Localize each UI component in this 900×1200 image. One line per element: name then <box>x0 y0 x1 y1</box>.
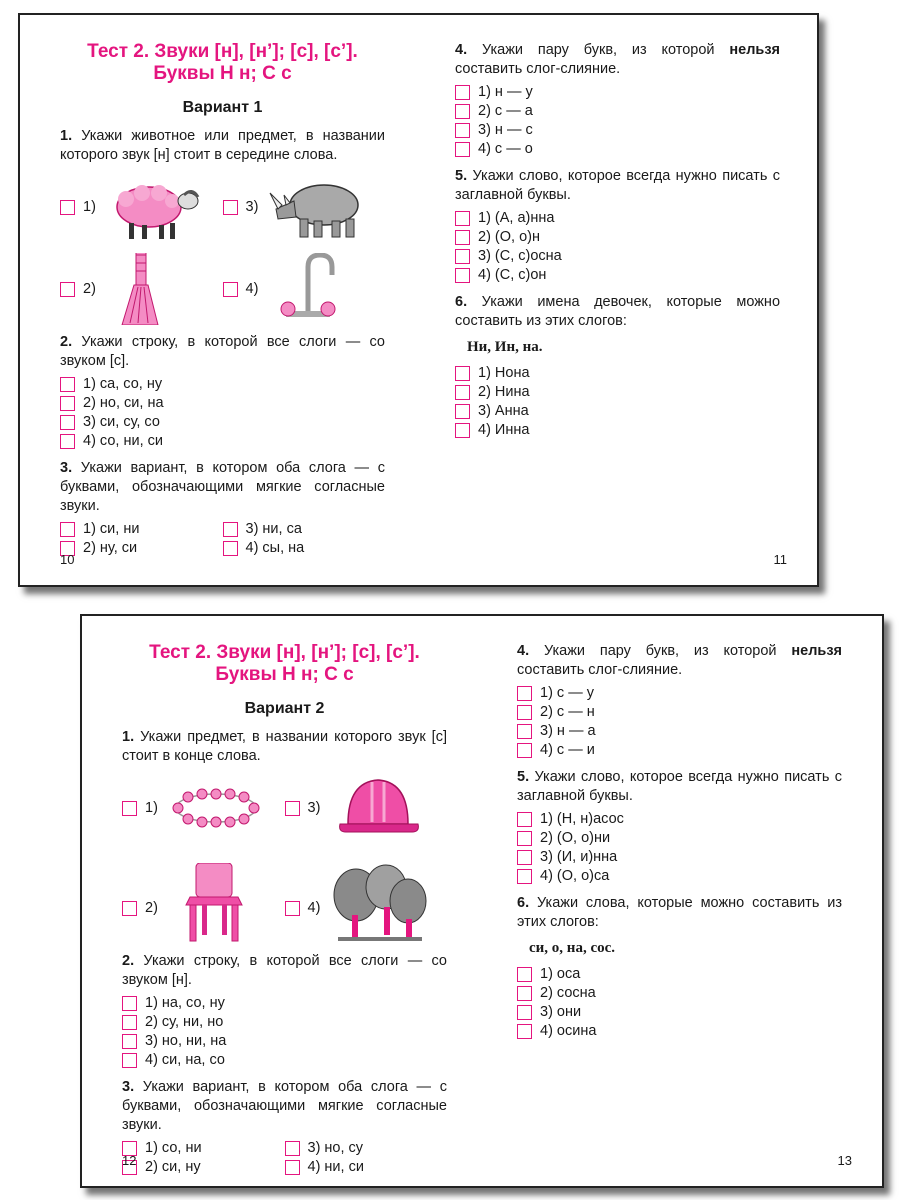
option-text: 1) оса <box>540 966 581 982</box>
book-spread-1 <box>18 13 819 587</box>
option-text: 4) ни, си <box>307 1159 364 1175</box>
option-text: 2) су, ни, но <box>145 1014 224 1030</box>
answer-checkbox[interactable] <box>517 686 532 701</box>
question-3 <box>60 459 385 516</box>
answer-checkbox[interactable] <box>517 831 532 846</box>
answer-checkbox[interactable] <box>517 743 532 758</box>
question-5 <box>455 167 780 205</box>
beads-icon <box>166 772 266 844</box>
option-label: 4) <box>307 900 321 916</box>
page-12 <box>122 642 447 1177</box>
answer-checkbox[interactable] <box>455 123 470 138</box>
question-6 <box>455 293 780 331</box>
answer-checkbox[interactable] <box>122 901 137 916</box>
question-number: 1. <box>122 729 135 745</box>
option-text: 3) си, су, со <box>83 414 160 430</box>
answer-checkbox[interactable] <box>517 967 532 982</box>
option-label: 2) <box>145 900 158 916</box>
question-number: 4. <box>517 643 530 659</box>
option-text: 2) сосна <box>540 985 596 1001</box>
option-text: 3) но, ни, на <box>145 1033 227 1049</box>
question-text: Укажи пару букв, из которой <box>481 42 730 58</box>
option-text: 3) Анна <box>478 403 529 419</box>
option-text: 4) Инна <box>478 422 530 438</box>
answer-checkbox[interactable] <box>455 85 470 100</box>
question-6 <box>517 894 842 932</box>
option-label: 3) <box>245 199 259 215</box>
title-line-1: Тест 2. Звуки [н], [н’]; [с], [с’]. <box>149 642 420 663</box>
option-label: 2) <box>83 281 96 297</box>
answer-checkbox[interactable] <box>455 404 470 419</box>
question-text: Укажи животное или предмет, в названии которого звук [н] стоит в середине слова. <box>60 128 386 163</box>
emphasis-text: нельзя <box>729 42 780 58</box>
option-text: 1) с — у <box>540 685 594 701</box>
answer-checkbox[interactable] <box>223 541 238 556</box>
question-number: 3. <box>122 1079 135 1095</box>
forest-icon <box>328 863 428 943</box>
broom-icon <box>104 253 204 325</box>
answer-checkbox[interactable] <box>285 1160 300 1175</box>
page-number: 13 <box>837 1153 852 1168</box>
question-2 <box>60 333 385 371</box>
answer-checkbox[interactable] <box>122 996 137 1011</box>
answer-checkbox[interactable] <box>285 801 300 816</box>
option-text: 4) осина <box>540 1023 597 1039</box>
question-text: Укажи имена девочек, которые можно составить из этих слогов: <box>455 294 781 329</box>
answer-checkbox[interactable] <box>223 200 238 215</box>
answer-checkbox[interactable] <box>517 986 532 1001</box>
answer-checkbox[interactable] <box>455 104 470 119</box>
answer-checkbox[interactable] <box>60 377 75 392</box>
option-text: 1) со, ни <box>145 1140 202 1156</box>
answer-checkbox[interactable] <box>223 522 238 537</box>
option-text: 4) (С, с)он <box>478 267 547 283</box>
answer-checkbox[interactable] <box>455 230 470 245</box>
title-line-2: Буквы Н н; С с <box>153 63 292 84</box>
answer-checkbox[interactable] <box>517 850 532 865</box>
answer-checkbox[interactable] <box>455 268 470 283</box>
question-4 <box>455 41 780 79</box>
question-3 <box>122 1078 447 1135</box>
question-number: 6. <box>517 895 530 911</box>
option-text: 1) (А, а)нна <box>478 210 555 226</box>
answer-checkbox[interactable] <box>517 724 532 739</box>
option-text: 3) (И, и)нна <box>540 849 618 865</box>
option-label: 4) <box>245 281 259 297</box>
answer-checkbox[interactable] <box>60 396 75 411</box>
answer-checkbox[interactable] <box>122 1015 137 1030</box>
page-number: 12 <box>122 1153 137 1168</box>
test-title <box>122 642 447 686</box>
question-number: 1. <box>60 128 73 144</box>
answer-checkbox[interactable] <box>517 705 532 720</box>
page-10 <box>60 41 385 558</box>
emphasis-text: нельзя <box>791 643 842 659</box>
title-line-1: Тест 2. Звуки [н], [н’]; [с], [с’]. <box>87 41 358 62</box>
option-text: 2) с — а <box>478 103 533 119</box>
answer-checkbox[interactable] <box>517 1005 532 1020</box>
option-text: 4) с — и <box>540 742 595 758</box>
answer-checkbox[interactable] <box>60 522 75 537</box>
option-text: 4) си, на, со <box>145 1052 225 1068</box>
title-line-2: Буквы Н н; С с <box>215 664 354 685</box>
question-1 <box>122 728 447 766</box>
answer-checkbox[interactable] <box>455 385 470 400</box>
question-text: Укажи вариант, в котором оба слога — с буквами, обозначающими мягкие согласные звуки. <box>60 460 385 514</box>
answer-checkbox[interactable] <box>122 801 137 816</box>
option-text: 4) с — о <box>478 141 533 157</box>
page-13 <box>517 642 842 1041</box>
question-number: 6. <box>455 294 468 310</box>
answer-checkbox[interactable] <box>60 434 75 449</box>
answer-checkbox[interactable] <box>517 812 532 827</box>
question-text: Укажи слово, которое всегда нужно писать с заглавной буквы. <box>455 168 781 203</box>
question-number: 4. <box>455 42 468 58</box>
question-text: Укажи вариант, в котором оба слога — с буквами, обозначающими мягкие согласные звуки. <box>122 1079 447 1133</box>
question-text: составить слог-слияние. <box>455 61 621 77</box>
option-label: 1) <box>83 199 96 215</box>
answer-checkbox[interactable] <box>60 415 75 430</box>
answer-checkbox[interactable] <box>517 1024 532 1039</box>
option-text: 1) са, со, ну <box>83 376 163 392</box>
option-text: 3) (С, с)осна <box>478 248 562 264</box>
option-label: 1) <box>145 800 158 816</box>
option-text: 2) ну, си <box>83 540 138 556</box>
answer-checkbox[interactable] <box>223 282 238 297</box>
option-text: 2) си, ну <box>145 1159 201 1175</box>
option-text: 4) со, ни, си <box>83 433 163 449</box>
answer-checkbox[interactable] <box>122 1034 137 1049</box>
answer-checkbox[interactable] <box>285 1141 300 1156</box>
book-spread-2 <box>80 614 884 1188</box>
option-text: 3) н — а <box>540 723 596 739</box>
question-number: 2. <box>122 953 135 969</box>
option-text: 2) но, си, на <box>83 395 164 411</box>
helmet-icon <box>328 772 428 844</box>
question-1 <box>60 127 385 165</box>
question-number: 2. <box>60 334 73 350</box>
page-number: 11 <box>773 552 787 567</box>
option-text: 1) Нона <box>478 365 530 381</box>
question-text: Укажи слово, которое всегда нужно писать с заглавной буквы. <box>517 769 843 804</box>
variant-heading: Вариант 2 <box>244 700 325 717</box>
page-11 <box>455 41 780 440</box>
option-text: 3) но, су <box>307 1140 364 1156</box>
question-4 <box>517 642 842 680</box>
option-text: 1) (Н, н)асос <box>540 811 624 827</box>
syllables: си, о, на, сос. <box>529 940 616 956</box>
answer-checkbox[interactable] <box>285 901 300 916</box>
option-text: 1) си, ни <box>83 521 140 537</box>
question-text: Укажи пару букв, из которой <box>543 643 792 659</box>
option-text: 3) н — с <box>478 122 533 138</box>
answer-checkbox[interactable] <box>455 423 470 438</box>
option-text: 3) они <box>540 1004 582 1020</box>
option-text: 1) на, со, ну <box>145 995 225 1011</box>
option-text: 2) Нина <box>478 384 530 400</box>
answer-checkbox[interactable] <box>455 211 470 226</box>
answer-checkbox[interactable] <box>60 282 75 297</box>
option-text: 2) (О, о)н <box>478 229 540 245</box>
question-text: Укажи предмет, в названии которого звук [с] стоит в конце слова. <box>122 729 447 764</box>
question-text: Укажи строку, в которой все слоги — со звуком [н]. <box>122 953 447 988</box>
page-number: 10 <box>60 552 75 567</box>
option-text: 1) н — у <box>478 84 533 100</box>
option-text: 3) ни, са <box>245 521 302 537</box>
question-text: Укажи слова, которые можно составить из этих слогов: <box>517 895 842 930</box>
question-5 <box>517 768 842 806</box>
answer-checkbox[interactable] <box>455 249 470 264</box>
question-number: 5. <box>455 168 468 184</box>
answer-checkbox[interactable] <box>517 869 532 884</box>
option-label: 3) <box>307 800 321 816</box>
option-text: 4) сы, на <box>245 540 305 556</box>
question-text: Укажи строку, в которой все слоги — со звуком [с]. <box>60 334 385 369</box>
question-number: 5. <box>517 769 530 785</box>
answer-checkbox[interactable] <box>122 1053 137 1068</box>
sheep-icon <box>104 171 204 243</box>
question-2 <box>122 952 447 990</box>
answer-checkbox[interactable] <box>60 200 75 215</box>
test-title <box>60 41 385 85</box>
option-text: 2) (О, о)ни <box>540 830 611 846</box>
option-text: 4) (О, о)са <box>540 868 610 884</box>
option-text: 2) с — н <box>540 704 595 720</box>
answer-checkbox[interactable] <box>455 366 470 381</box>
answer-checkbox[interactable] <box>455 142 470 157</box>
chair-icon <box>166 863 266 943</box>
question-number: 3. <box>60 460 73 476</box>
faucet-icon <box>266 253 366 325</box>
variant-heading: Вариант 1 <box>182 99 263 116</box>
rhino-icon <box>266 171 366 243</box>
syllables: Ни, Ин, на. <box>467 339 543 355</box>
question-text: составить слог-слияние. <box>517 662 683 678</box>
